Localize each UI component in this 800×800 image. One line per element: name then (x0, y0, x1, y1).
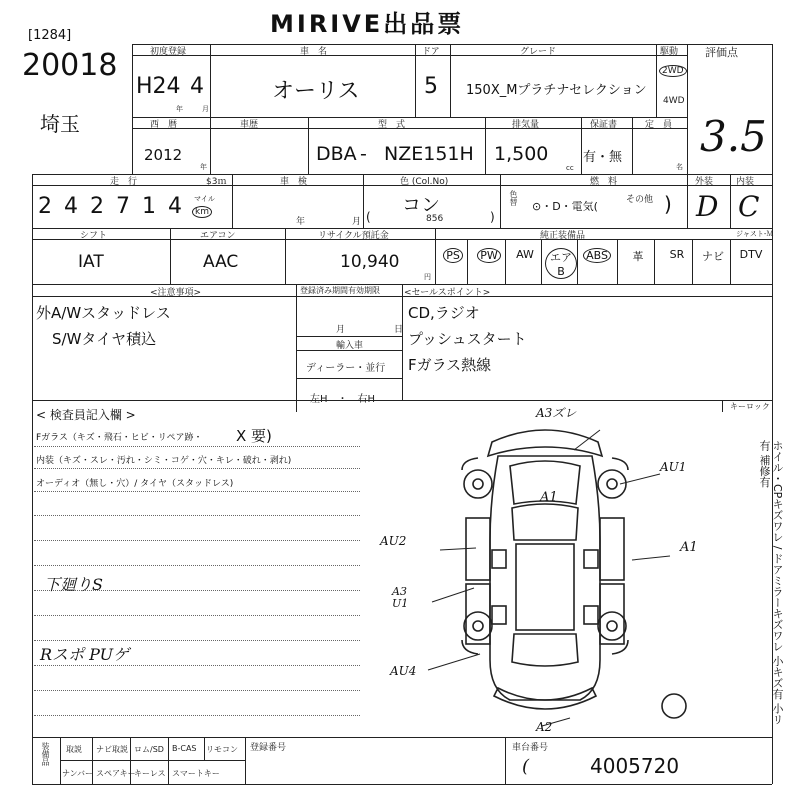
mileage-digit: 4 (168, 194, 182, 219)
equip-sr: SR (669, 248, 685, 261)
type-label: 型 式 (378, 120, 406, 130)
mileage-digit: 7 (116, 194, 130, 219)
western-year: 2012 (144, 146, 183, 164)
interior-label: 内装 (736, 177, 755, 187)
recycle: 10,940 (340, 252, 400, 272)
ac: AAC (203, 252, 239, 272)
western-unit: 年 (200, 163, 207, 171)
capacity-unit: 名 (676, 163, 683, 171)
items-label: 装備品 (41, 742, 50, 766)
reg-no-label: 登録番号 (250, 743, 287, 753)
form-title: MIRIVE出品票 (270, 10, 465, 38)
footer-item: ロム/SD (134, 745, 164, 754)
grade: 150X_Mプラチナセレクション (466, 83, 647, 98)
lot-bracket: [1284] (28, 28, 72, 43)
mileage-digit: 2 (90, 194, 104, 219)
sales-point: Fガラス熱線 (408, 356, 492, 374)
footer-item: B-CAS (172, 744, 197, 753)
capacity-label: 定 員 (645, 120, 673, 130)
type-prefix: DBA (316, 143, 357, 165)
color-value: コン (402, 194, 441, 216)
mileage-digit: 1 (142, 194, 156, 219)
equip-abs: ABS (581, 248, 613, 263)
mileage-digit: 4 (64, 194, 78, 219)
equip-airbag: エアB (545, 248, 577, 279)
footer-item: リモコン (206, 745, 238, 754)
car-name-label: 車 名 (300, 47, 328, 57)
dealer-option: ディーラー・並行 (306, 363, 386, 374)
equip-aw: AW (516, 248, 534, 261)
month-mark: 月 (202, 105, 209, 113)
side-notes: ホイル・CPキズワレ / ドアミラーキズワレ 小キズ有 小リ有 補修有 (758, 440, 784, 726)
equip-leather: 革 (632, 250, 644, 263)
recycle-label: リサイクル預託金 (318, 231, 389, 241)
footer-item: スペアキー (96, 769, 136, 778)
footer-item: ナビ取説 (96, 745, 128, 754)
mileage-label: 走 行 (110, 177, 138, 187)
glass-line: Fガラス（キズ・飛石・ヒビ・リペア跡・ (36, 433, 203, 443)
interior-line: 内装（キズ・スレ・汚れ・シミ・コゲ・穴・キレ・破れ・剥れ) (36, 456, 292, 466)
drive-2wd: 2WD (659, 65, 687, 77)
footer-item: スマートキー (172, 769, 220, 778)
chassis-number: 4005720 (590, 754, 680, 778)
grade-label: グレード (520, 47, 557, 57)
sales-point: CD,ラジオ (408, 304, 480, 322)
exterior-grade: D (696, 190, 719, 223)
sales-point: プッシュスタート (408, 330, 527, 348)
glass-need: X 要) (236, 427, 272, 445)
mileage-unit-mile: マイル (194, 195, 215, 203)
recycle-unit: 円 (424, 273, 431, 281)
footer-item: 取説 (66, 745, 82, 754)
jus-label: ジャスト-Ｍ (736, 230, 774, 238)
equip-dtv: DTV (739, 248, 763, 261)
equip-ps: PS (437, 248, 469, 263)
inspection-month: 月 (352, 217, 362, 227)
color-swap-label: 色替 (509, 190, 518, 206)
displacement-label: 排気量 (512, 120, 540, 130)
reg-month: 4 (190, 74, 204, 99)
period-label: 登録済み期間有効期限 (300, 286, 380, 295)
shift-label: シフト (80, 231, 108, 241)
shift: IAT (78, 252, 104, 272)
fuel-other: その他 (626, 195, 654, 205)
damage-mark: A3ズレ (536, 406, 577, 420)
period-month: 月 (336, 325, 346, 335)
hand-note: 下廻りS (44, 575, 103, 594)
period-day: 日 (394, 325, 404, 335)
car-history-label: 車歴 (240, 120, 259, 130)
color-label: 色 (Col.No) (400, 177, 449, 187)
displacement-unit: cc (566, 164, 574, 172)
doors: 5 (424, 74, 438, 99)
audio-line: オーディオ（無し・穴）/ タイヤ（スタッドレス) (36, 479, 234, 489)
sales-points-label: <セールスポイント> (404, 288, 491, 298)
footer-item: キーレス (134, 769, 166, 778)
note-line: S/Wタイヤ積込 (52, 330, 157, 348)
damage-mark: A1 (540, 490, 558, 505)
damage-mark: A1 (680, 540, 698, 555)
drive-label: 駆動 (660, 47, 679, 57)
chassis-label: 車台番号 (512, 743, 549, 753)
damage-mark: A3 U1 (392, 585, 409, 610)
drive-4wd: 4WD (663, 96, 685, 106)
damage-mark: A2 (536, 720, 553, 734)
damage-mark: AU1 (660, 460, 687, 474)
hand-note: Rスポ PUゲ (40, 645, 130, 664)
car-name: オーリス (272, 79, 360, 104)
displacement: 1,500 (494, 143, 549, 165)
reg-year: H24 (136, 74, 181, 99)
warranty: 有・無 (583, 150, 623, 165)
interior-grade: C (738, 190, 760, 223)
score-label: 評価点 (705, 46, 738, 59)
car-damage-diagram (370, 400, 720, 736)
footer-item: ナンバー (62, 769, 94, 778)
ac-label: エアコン (200, 231, 236, 241)
equip-navi: ナビ (702, 250, 724, 263)
color-code: 856 (426, 214, 444, 224)
equip-pw: PW (473, 248, 505, 263)
mileage-unit-km: km (192, 206, 212, 218)
notes-label: <注意事項> (150, 288, 202, 298)
damage-mark: AU2 (380, 534, 407, 548)
warranty-label: 保証書 (590, 120, 618, 130)
note-line: 外A/Wスタッドレス (36, 304, 171, 322)
fuel-label: 燃 料 (590, 177, 618, 187)
reg-year-label: 初度登録 (150, 47, 187, 57)
inspector-label: < 検査員記入欄 > (36, 408, 136, 422)
inspection-label: 車 検 (280, 177, 308, 187)
type-model: NZE151H (384, 143, 474, 165)
handle-option: 左H ・ 右H (310, 394, 376, 405)
damage-mark: AU4 (390, 664, 417, 678)
western-year-label: 西 暦 (150, 120, 178, 130)
doors-label: ドア (422, 47, 440, 57)
year-mark: 年 (176, 105, 183, 113)
std-equipment-label: 純正装備品 (540, 231, 586, 241)
score-value: 3.5 (700, 112, 767, 161)
mileage-digit: 2 (38, 194, 52, 219)
keylock-label: キーロック (730, 402, 770, 411)
fuel-options: ⊙・D・電気( (532, 200, 598, 213)
inspection-year: 年 (296, 217, 306, 227)
import-label: 輸入車 (336, 341, 364, 351)
meter-label: $3ｍ (206, 177, 227, 187)
lot-number: 20018 (22, 48, 118, 83)
exterior-label: 外装 (695, 177, 714, 187)
prefecture: 埼玉 (40, 112, 80, 136)
chassis-prefix: ( (522, 756, 530, 777)
